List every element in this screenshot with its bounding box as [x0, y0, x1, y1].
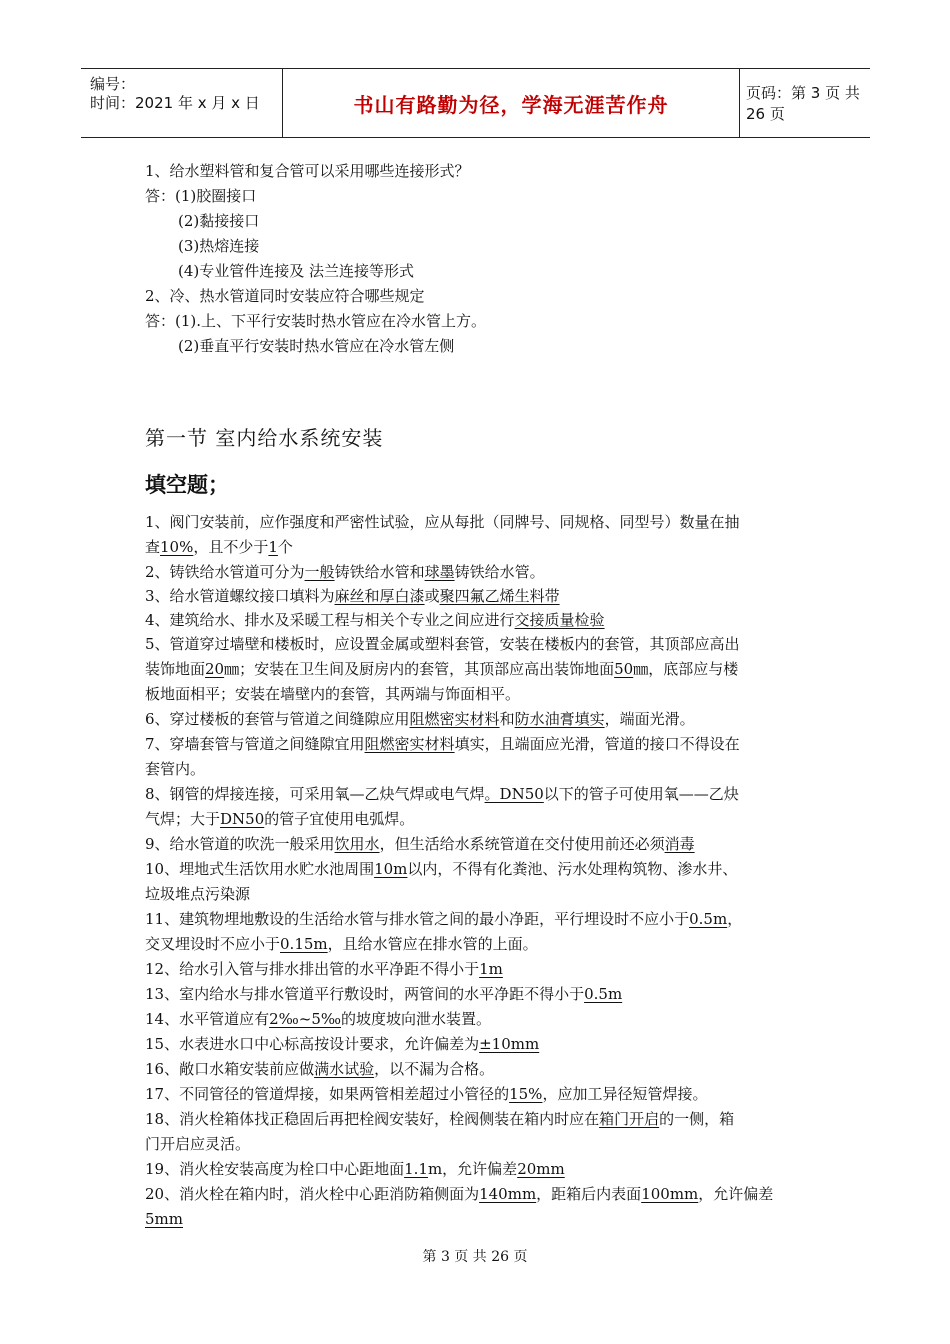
answer-blank: 0.5m — [689, 910, 728, 928]
answer-blank: 一般 — [304, 563, 335, 581]
fill-item-12: 12、给水引入管与排水排出管的水平净距不得小于1m — [145, 960, 503, 978]
question-1: 1、给水塑料管和复合管可以采用哪些连接形式？ — [145, 162, 470, 180]
fill-item-15: 15、水表进水口中心标高按设计要求，允许偏差为±10mm — [145, 1035, 540, 1053]
answer-blank: 100mm — [641, 1185, 699, 1203]
page-footer: 第 3 页 共 26 页 — [422, 1249, 528, 1265]
subsection-title: 填空题； — [145, 473, 229, 497]
answer-blank: ±10mm — [479, 1035, 540, 1053]
document-number-label: 编号： — [90, 75, 136, 93]
fill-item-11-line-1: 11、建筑物埋地敷设的生活给水管与排水管之间的最小净距，平行埋设时不应小于0.5m， — [145, 910, 743, 928]
fill-item-10-line-1: 10、埋地式生活饮用水贮水池周围10m以内，不得有化粪池、污水处理构筑物、渗水井、 — [145, 860, 738, 878]
document-date: 时间：2021 年 x 月 x 日 — [90, 94, 260, 112]
answer-blank: 0.5m — [584, 985, 623, 1003]
fill-item-3: 3、给水管道螺纹接口填料为麻丝和厚白漆或聚四氟乙烯生料带 — [145, 587, 560, 605]
answer-1-item-2: (2)黏接接口 — [178, 212, 260, 230]
fill-item-10-line-2: 垃圾堆点污染源 — [145, 885, 251, 903]
answer-blank: DN50 — [220, 810, 265, 828]
answer-2-item-2: (2)垂直平行安装时热水管应在冷水管左侧 — [178, 337, 455, 355]
page-header — [81, 68, 870, 138]
answer-blank: 10m — [374, 860, 408, 878]
answer-blank: 阻燃密实材料 — [409, 710, 500, 728]
fill-item-20-line-2 — [145, 1209, 183, 1229]
motto: 书山有路勤为径，学海无涯苦作舟 — [353, 92, 669, 117]
fill-item-19: 19、消火栓安装高度为栓口中心距地面1.1m，允许偏差20mm — [145, 1160, 565, 1178]
answer-blank: 交接质量检验 — [514, 611, 605, 629]
answer-blank: 满水试验 — [314, 1060, 375, 1078]
fill-item-13: 13、室内给水与排水管道平行敷设时，两管间的水平净距不得小于0.5m — [145, 985, 623, 1003]
fill-item-6: 6、穿过楼板的套管与管道之间缝隙应用阻燃密实材料和防水油膏填实，端面光滑。 — [145, 710, 695, 728]
answer-blank: 1m — [479, 960, 503, 978]
fill-item-18-line-1: 18、消火栓箱体找正稳固后再把栓阀安装好，栓阀侧装在箱内时应在箱门开启的一侧，箱 — [145, 1110, 735, 1128]
answer-blank: 0.15m — [280, 935, 328, 953]
fill-item-7-line-1: 7、穿墙套管与管道之间缝隙宜用阻燃密实材料填实，且端面应光滑，管道的接口不得设在 — [145, 735, 740, 753]
fill-item-11-line-2: 交叉埋设时不应小于0.15m，且给水管应在排水管的上面。 — [145, 935, 538, 953]
answer-blank: 消毒 — [664, 835, 695, 853]
answer-blank: 140mm — [479, 1185, 537, 1203]
answer-blank: 箱门开启 — [599, 1110, 660, 1128]
fill-item-2: 2、铸铁给水管道可分为一般铸铁给水管和球墨铸铁给水管。 — [145, 563, 545, 581]
answer-blank: 15% — [509, 1085, 543, 1103]
answer-blank: 10% — [160, 538, 194, 556]
answer-blank: 聚四氟乙烯生料带 — [439, 587, 560, 605]
answer-blank: 麻丝和厚白漆 — [334, 587, 425, 605]
fill-item-17: 17、不同管径的管道焊接，如果两管相差超过小管径的15%，应加工异径短管焊接。 — [145, 1085, 708, 1103]
question-2: 2、冷、热水管道同时安装应符合哪些规定 — [145, 287, 425, 305]
fill-item-14: 14、水平管道应有2‰~5‰的坡度坡向泄水装置。 — [145, 1010, 492, 1028]
answer-blank: 阻燃密实材料 — [364, 735, 455, 753]
fill-item-8-line-1: 8、钢管的焊接连接，可采用氧—乙炔气焊或电气焊。DN50以下的管子可使用氧——乙炔 — [145, 785, 739, 803]
fill-item-8-line-2: 气焊；大于DN50的管子宜使用电弧焊。 — [145, 810, 415, 828]
answer-blank: 50 — [614, 660, 634, 678]
header-meta — [81, 69, 282, 137]
fill-item-5-line-1: 5、管道穿过墙壁和楼板时，应设置金属或塑料套管，安装在楼板内的套管，其顶部应高出 — [145, 635, 740, 653]
fill-item-20-line-1: 20、消火栓在箱内时，消火栓中心距消防箱侧面为140mm，距箱后内表面100mm，允许偏差 — [145, 1185, 774, 1203]
answer-blank: 防水油膏填实 — [514, 710, 605, 728]
answer-blank: 2‰~5‰ — [269, 1010, 342, 1028]
answer-1-item-1: 答：(1)胶圈接口 — [145, 187, 257, 205]
section-title: 第一节 室内给水系统安装 — [145, 426, 384, 450]
fill-item-16: 16、敞口水箱安装前应做满水试验，以不漏为合格。 — [145, 1060, 495, 1078]
answer-1-item-4: (4)专业管件连接及 法兰连接等形式 — [178, 262, 415, 280]
answer-blank: 5mm — [145, 1210, 183, 1228]
answer-blank: 1.1 — [404, 1160, 428, 1178]
answer-blank: 20mm — [517, 1160, 565, 1178]
header-page-number: 页码：第 3 页 共 26 页 — [746, 84, 860, 123]
fill-item-7-line-2: 套管内。 — [145, 760, 206, 778]
fill-item-4: 4、建筑给水、排水及采暖工程与相关个专业之间应进行交接质量检验 — [145, 611, 605, 629]
answer-blank: 球墨 — [424, 563, 455, 581]
answer-1-item-3: (3)热熔连接 — [178, 237, 260, 255]
fill-item-5-line-3: 板地面相平；安装在墙壁内的套管，其两端与饰面相平。 — [145, 685, 521, 703]
header-motto-cell — [282, 69, 740, 137]
answer-2-item-1: 答：(1).上、下平行安装时热水管应在冷水管上方。 — [145, 312, 487, 330]
fill-item-18-line-2: 门开启应灵活。 — [145, 1135, 251, 1153]
answer-blank: 饮用水 — [334, 835, 380, 853]
fill-item-9: 9、给水管道的吹洗一般采用饮用水，但生活给水系统管道在交付使用前还必须消毒 — [145, 835, 695, 853]
answer-blank: 20 — [205, 660, 225, 678]
answer-blank: 1 — [268, 538, 278, 556]
fill-item-1-line-1: 1、阀门安装前，应作强度和严密性试验，应从每批（同牌号、同规格、同型号）数量在抽 — [145, 513, 740, 531]
fill-item-5-line-2: 装饰地面20㎜；安装在卫生间及厨房内的套管，其顶部应高出装饰地面50㎜，底部应与楼 — [145, 660, 739, 678]
fill-item-1-line-2: 查10%，且不少于1个 — [145, 538, 293, 556]
answer-blank: 。DN50 — [484, 785, 544, 803]
